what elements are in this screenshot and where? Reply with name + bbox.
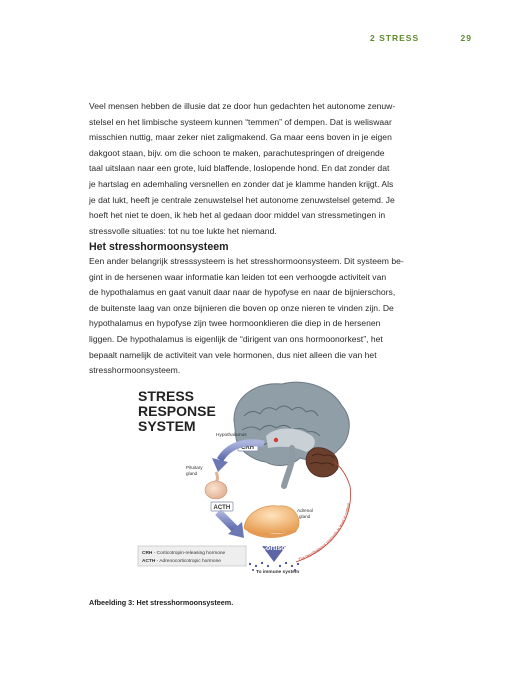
paragraph-autonomic: [89, 99, 419, 239]
pituitary-label-line-2: gland: [186, 471, 198, 476]
hypothalamus-marker: [274, 438, 278, 442]
text-line: bepaalt namelijk de activiteit van vele hormonen, dus niet alleen die van het: [89, 349, 377, 360]
text-line: je hartslag en ademhaling versnellen en zonder dat je klamme handen krijgt. Als: [89, 178, 394, 189]
adrenal-label-line-2: gland: [299, 514, 311, 519]
legend-item-crh: [142, 550, 226, 556]
text-line: de buitenste laag van onze bijnieren die boven op onze nieren te vinden zijn. De: [89, 302, 394, 313]
text-line: taal uitslaan naar een grote, luid blaffende, loslopende hond. En dat zonder dat: [89, 163, 390, 174]
pituitary-gland: [205, 472, 227, 499]
page-header: [370, 33, 472, 43]
adrenal-label-line-1: Adrenal: [297, 508, 313, 513]
figure-title-line-1: STRESS: [138, 388, 195, 404]
section-title: Het stresshormoonsysteem: [89, 241, 229, 253]
text-line: hoeft het niet te doen, ik heb het al gedaan door middel van stressmetingen in: [89, 210, 386, 221]
text-line: je dat lukt, heeft je centrale zenuwstelsel het autonome zenuwstelsel getemd. Je: [89, 194, 395, 205]
feedback-text-path: The hypothalamus responds to level of cortisol: [297, 502, 351, 562]
legend-abbr-crh: CRH: [142, 551, 153, 556]
pituitary-label-line-1: Pituitary: [186, 465, 203, 470]
chapter-title: 2 STRESS: [370, 33, 420, 43]
text-line: gint in de hersenen waar informatie kan leiden tot een verhoogde activiteit van: [89, 271, 387, 282]
page-number: 29: [460, 33, 472, 43]
text-line: Een ander belangrijk stresssysteem is het stresshormoonsysteem. Dit systeem be-: [89, 256, 404, 266]
text-line: hypothalamus en hypofyse zijn twee hormoonklieren die diep in de hersenen: [89, 318, 381, 329]
paragraph-stress-hormone: [89, 254, 419, 379]
stress-response-figure: [116, 376, 356, 586]
legend-abbr-acth: ACTH: [142, 559, 156, 564]
legend-text-crh: - Corticotropin-releasing hormone: [152, 551, 226, 556]
legend-text-acth: - Adrenocorticotropic hormone: [155, 559, 221, 564]
immune-label: To immune system: [256, 570, 300, 575]
brain-illustration: [234, 382, 349, 486]
text-line: Veel mensen hebben de illusie dat ze door hun gedachten het autonome zenuw-: [89, 101, 396, 111]
text-line: stressvolle situaties: tot nu toe lukte het niemand.: [89, 225, 277, 236]
cortisol-label: Cortisol: [261, 545, 288, 552]
adrenal-gland: [244, 506, 299, 534]
figure-caption: Afbeelding 3: Het stresshormoonsysteem.: [89, 598, 234, 607]
figure-title-line-2: RESPONSE: [138, 403, 216, 419]
figure-title-line-3: SYSTEM: [138, 418, 196, 434]
legend-item-acth: [142, 558, 221, 564]
text-line: dakgoot staan, bijv. om die schoon te maken, parachutespringen of dreigende: [89, 147, 385, 158]
text-line: misschien nuttig, maar zeker niet zaligmakend. Ga maar eens boven in je eigen: [89, 132, 392, 143]
hypothalamus-label: Hypothalamus: [216, 433, 247, 438]
text-line: liggen. De hypothalamus is eigenlijk de “dirigent van ons hormoonorkest”, het: [89, 333, 383, 344]
text-line: stelsel en het limbische systeem kunnen “temmen” of dempen. Dat is weliswaar: [89, 116, 392, 127]
text-line: stresshormoonsysteem.: [89, 365, 181, 376]
crh-label: CRH: [241, 445, 254, 451]
text-line: de hypothalamus en gaat vanuit daar naar de hypofyse en naar de bijnierschors,: [89, 287, 396, 298]
acth-arrow: [218, 512, 236, 530]
acth-label: ACTH: [213, 505, 231, 511]
